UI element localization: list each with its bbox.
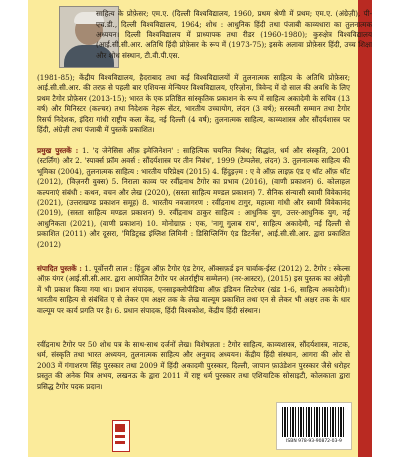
- publisher-logo-line: [115, 441, 125, 444]
- biography-continuation: (1981-85); केंद्रीय विश्वविद्यालय, हैदराबाद तथा कई विश्वविद्यालयों में तुलनात्मक साहित्य के अतिथि प्रोफ़ेसर; आई.सी.सी.आर. की तरफ़ से पहली बार एशियन्स मेन्चियर विश्वविद्यालय, एरिज़ोना, त्रिवेन्द में दो साल की अवधि के लिए प्रथम टैगोर प्रोफ़ेसर (2013-15); भारत के एक प्रतिष्ठित सांस्कृतिक प्रकाशन के रूप में साहित्य अकादेमी के सचिव (13 वर्ष) और मिनिस्टर (कल्चर) तथा निदेशक नेहरू सेंटर, भारतीय उच्चायोग, लंदन (3 वर्ष); सरस्वती सम्मान तथा टैगोर रिसर्च निदेशक, इंदिरा गांधी राष्ट्रीय कला केंद्र, नई दिल्ली (4 वर्ष); तुलनात्मक साहित्य, काव्यशास्त्र और सौंदर्यशास्त्र पर हिंदी, अंग्रेज़ी तथा पंजाबी में पुस्तकें प्रकाशित।: [37, 73, 350, 135]
- editing-section: [37, 264, 350, 316]
- publisher-logo-mark: [115, 424, 125, 432]
- editing-text: 1. पूर्वोत्तरी लाल : हिंदुत्व ऑफ़ टैगोर एंड टेगर, ऑक्सफ़र्ड इन चार्वाक-ईस्ट (2012) 2. टैगोर : स्केल्स ऑफ़ यंगर (आई.सी.सी.आर. द्वारा आयोजित टैगोर पर अंतर्राष्ट्रीय सम्मेलन) (नर-आस्टर), (2015) इस पुस्तक का अंग्रेज़ी में भी प्रकाश किया गया था। प्रधान संपादक, एनसाइक्लोपीडिया ऑफ़ इंडियन लिटरेचर (खंड 1-6, साहित्य अकादेमी)। भारतीय साहित्य से संबंधित ए से लेकर एम अक्षर तक के लेख वाल्यूम प्रकाशित तथा एन से लेकर भी अक्षर तक के धार वाल्यूम पर कार्य प्रगति पर है। 6. प्रधान संपादक, हिंदी विश्वकोश, केंद्रीय हिंदी संस्थान।: [37, 264, 351, 315]
- closing-paragraph: रवींद्रनाथ टैगोर पर 50 शोध पत्र के साथ-साथ दर्जनों लेख। विशेषज्ञता : टैगोर साहित्य, काव्यशास्त्र, सौंदर्यशास्त्र, नाटक, धर्म, संस्कृति तथा भारत अध्ययन, तुलनात्मक साहित्य और अनुवाद अध्ययन। केंद्रीय हिंदी संस्थान, आगरा की ओर से 2003 में गंगाशरण सिंह पुरस्कार तथा 2009 में हिंदी अकादमी पुरस्कार, दिल्ली, जापान फ़ाउंडेशन पुरस्कार जैसे धरोहर प्रस्तुत की अनेक मित्र अभय, लखनऊ के द्वारा 2011 में राष्ट्र धर्म पुरस्कार तथा एशियाटिक सोसाइटी, कोलकाता द्वारा प्रसिद्ध टैगोर पदक प्रदान।: [37, 340, 350, 391]
- isbn-barcode: [276, 402, 352, 450]
- books-text: 1. 'द जेनेसिस ऑफ़ इमेजिनेशन' : साहित्यिक चयनित निबंध; सिद्धांत, धर्म और संस्कृति, 2001 (स्टर्लिंग) और 2. 'स्पार्क्स फ्रॉम अवर्स : सौंदर्यशास्त्र पर तीन निबंध', 1999 (टेम्पलेस, लंदन) 3. तुलनात्मक साहित्य की भूमिका (2004), तुलनात्मक साहित्य : भारतीय परिप्रेक्ष्य (2015) 4. हिंदुइज़्म : ए वे ऑफ़ लाइफ़ एंड ए थॉट ऑफ़ थॉट (2012), (विज़नरी वुक्स) 5. निराला काव्य पर रवींद्रनाथ टैगोर का प्रभाव (2016), (वाणी प्रकाशन) 6. कोलाहल कल्पनाएं संबंधी : कथन, वचन और लेख (2020), (सस्ता साहित्य मण्डल प्रकाशन) 7. सैनिक संन्यासी स्वामी विवेकानंद (2021), (उत्तराखण्ड प्रकाशन समूह) 8. भारतीय नवजागरण : रवींद्रनाथ टागुर, महात्मा गांधी और स्वामी विवेकानंद (2019), (सस्ता साहित्य मण्डल प्रकाशन) 9. रवींद्रनाथ ठाकुर साहित्य : आधुनिक युग, उत्तर-आधुनिक युग, नई आधुनिकता (2021), (वाणी प्रकाशन) 10. मोनोग्राफ़ : एक, 'नागू गुलाब राय', साहित्य अकादेमी, नई दिल्ली से प्रकाशित (2011) और दूसरा, 'मिडिट्रस्ड इंग्लिश लिमिनी : डिसिप्लिनिंग एंड डिटर्नेस', आई.सी.सी.आर. द्वारा प्रकाशित (2012): [37, 146, 350, 249]
- red-spine-stripe: [358, 0, 372, 457]
- isbn-number: ISBN 978-93-90872-03-9: [286, 439, 342, 444]
- publisher-logo-line: [115, 435, 125, 438]
- editing-heading: संपादित पुस्तकें :: [37, 264, 82, 273]
- books-section: [37, 146, 350, 250]
- publisher-logo: [112, 420, 130, 452]
- books-heading: प्रमुख पुस्तकें :: [37, 146, 79, 155]
- back-cover: [28, 0, 372, 457]
- barcode-bars: [282, 407, 346, 437]
- biography-beside-photo: साहित्य के प्रोफ़ेसर; एम.ए. (दिल्ली विश्वविद्यालय, 1960, प्रथम श्रेणी में प्रथम; एम.ए. (अंग्रेज़ी), पी-एच.डी., दिल्ली विश्वविद्यालय, 1964; शोध : आधुनिक हिंदी तथा पंजाबी काव्यधारा का तुलनात्मक अध्ययन। दिल्ली विश्वविद्यालय में प्राध्यापक तथा रीडर (1960-1980); कुरुक्षेत्र विश्वविद्यालय (आई.सी.सी.आर. अतिथि हिंदी प्रोफ़ेसर के रूप में (1973-75); इसके अलावा प्रोफ़ेसर हिंदी, उच्च शिक्षा और शोध संस्थान, टी.वी.पी.एस.: [96, 9, 372, 60]
